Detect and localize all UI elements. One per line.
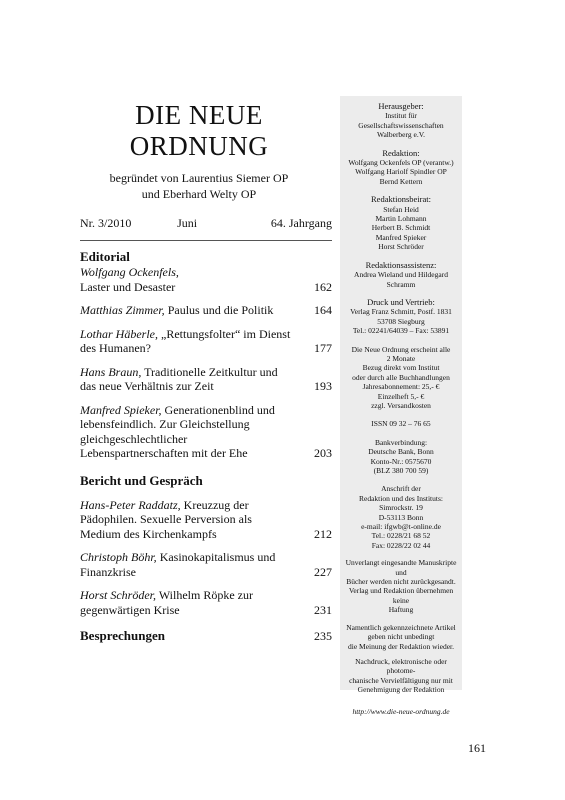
address <box>340 484 462 550</box>
founders-line-1: begründet von Laurentius Siemer OP <box>109 171 289 185</box>
assist: Andrea Wieland und Hildegard Schramm <box>354 270 448 289</box>
title-line-2: ORDNUNG <box>129 131 269 161</box>
disclaimer-line: Nachdruck, elektronische oder photome- <box>355 656 447 676</box>
editor-line: Wolfgang Ockenfels OP (verantw.) <box>348 158 454 168</box>
entry-page: 231 <box>314 602 332 617</box>
entry-author: Hans-Peter Raddatz, <box>80 497 181 512</box>
issue-volume: 64. Jahrgang <box>270 216 332 230</box>
entry-title: Kreuzzug der Pädophilen. Sexuelle Perversion als Medium des Kirchenkampfs <box>80 497 252 541</box>
bank <box>340 438 462 476</box>
entry-page: 164 <box>314 303 332 317</box>
print-line: 53708 Siegburg <box>377 316 425 326</box>
board-line: Herbert B. Schmidt <box>371 223 431 233</box>
section-heading-reviews: Besprechungen <box>80 628 165 643</box>
fax-line: Fax: 0228/22 02 44 <box>371 540 431 550</box>
toc-entry-reviews <box>80 629 332 644</box>
masthead-title <box>66 100 332 162</box>
address-line: Anschrift der <box>381 484 421 494</box>
bank-line: Deutsche Bank, Bonn <box>368 447 434 457</box>
disclaimer-line: Namentlich gekennzeichnete Artikel <box>346 622 456 632</box>
disclaimer-line: Haftung <box>388 605 414 615</box>
toc-entry <box>80 550 332 579</box>
entry-page: 162 <box>314 279 332 294</box>
publisher <box>340 111 462 139</box>
subscription <box>340 345 462 411</box>
entry-title: Generationenblind und lebensfeindlich. Zur Gleichstellung gleichgeschlechtlicher Lebenspartnerschaften mit der Ehe <box>80 402 275 460</box>
subscription-line: Jahresabonnement: 25,- € <box>362 382 440 392</box>
toc-entry <box>80 498 332 542</box>
publisher-line: Walberberg e.V. <box>376 130 426 140</box>
subscription-line: zzgl. Versandkosten <box>371 400 431 410</box>
subscription-line: oder durch alle Buchhandlungen <box>352 372 450 382</box>
toc-entry <box>80 303 332 318</box>
entry-page: 203 <box>314 446 332 460</box>
section-heading-editorial: Editorial <box>80 249 130 264</box>
print <box>340 307 462 335</box>
entry-author: Christoph Böhr, <box>80 550 157 564</box>
toc-entry <box>80 588 332 617</box>
address-line: Simrockstr. 19 <box>379 503 423 513</box>
title-line-1: DIE NEUE <box>135 100 263 130</box>
founders <box>66 170 332 202</box>
issn: ISSN 09 32 – 76 65 <box>371 419 431 429</box>
entry-title: „Rettungsfolter“ im Dienst des Humanen? <box>80 326 291 355</box>
entry-author: Horst Schröder, <box>80 588 157 602</box>
toc-entry <box>80 265 332 294</box>
publisher-line: Institut für <box>385 111 417 121</box>
contents-column <box>80 100 332 644</box>
publisher-line: Gesellschaftswissenschaften <box>358 120 444 130</box>
bank-line: (BLZ 380 700 59) <box>373 466 429 475</box>
disclaimer-line: die Meinung der Redaktion wieder. <box>347 641 454 651</box>
editors-heading: Redaktion: <box>382 147 420 158</box>
disclaimer-line: geben nicht unbedingt <box>367 632 435 642</box>
issue-month: Juni <box>177 216 198 230</box>
editor-line: Wolfgang Hariolf Spindler OP <box>355 167 447 177</box>
disclaimer-opinions <box>340 623 462 651</box>
assist-heading: Redaktionsassistenz: <box>365 259 437 270</box>
entry-page: 212 <box>314 526 332 541</box>
bank-line: Konto-Nr.: 0575670 <box>370 456 432 466</box>
publisher-heading: Herausgeber: <box>378 101 424 111</box>
entry-author: Matthias Zimmer, <box>80 303 165 317</box>
subscription-line: Bezug direkt vom Institut <box>362 363 440 373</box>
entry-page: 235 <box>314 629 332 643</box>
page-number: 161 <box>468 741 486 755</box>
board-heading: Redaktionsbeirat: <box>371 194 431 205</box>
founders-line-2: und Eberhard Welty OP <box>141 187 257 201</box>
issue-number: Nr. 3/2010 <box>80 216 132 230</box>
entry-page: 193 <box>314 379 332 393</box>
entry-author: Lothar Häberle, <box>80 326 158 341</box>
print-heading: Druck und Vertrieb: <box>367 296 435 307</box>
section-heading-report: Bericht und Gespräch <box>80 472 203 488</box>
toc-entry <box>80 327 332 356</box>
entry-title: Wilhelm Röpke zur gegenwärtigen Krise <box>80 588 253 617</box>
entry-author: Hans Braun, <box>80 364 142 379</box>
entry-title: Laster und Desaster <box>80 279 176 294</box>
board-line: Manfred Spieker <box>375 232 427 242</box>
entry-title: Paulus und die Politik <box>167 303 274 317</box>
print-line: Tel.: 02241/64039 – Fax: 53891 <box>352 326 450 336</box>
entry-title: Kasinokapitalismus und Finanzkrise <box>80 550 276 579</box>
subscription-line: 2 Monate <box>386 353 416 363</box>
editor-line: Bernd Kettern <box>379 176 423 186</box>
disclaimer-line: Genehmigung der Redaktion <box>357 685 445 695</box>
entry-author: Manfred Spieker, <box>80 402 162 417</box>
issue-info <box>80 216 332 241</box>
email-line: e-mail: ifgwb@t-online.de <box>361 522 441 532</box>
board-line: Horst Schröder <box>378 242 424 252</box>
entry-page: 227 <box>314 564 332 579</box>
editors <box>340 158 462 186</box>
board-line: Stefan Heid <box>383 204 419 214</box>
board-line: Martin Lohmann <box>375 214 427 224</box>
address-line: Redaktion und des Instituts: <box>359 493 443 503</box>
entry-page: 177 <box>314 341 332 355</box>
disclaimer-line: Verlag und Redaktion übernehmen keine <box>348 586 454 605</box>
subscription-line: Einzelheft 5,- € <box>377 391 425 401</box>
subscription-line: Die Neue Ordnung erscheint alle <box>351 344 451 354</box>
bank-line: Bankverbindung: <box>374 437 428 447</box>
address-line: D-53113 Bonn <box>378 512 424 522</box>
phone-line: Tel.: 0228/21 68 52 <box>371 531 431 541</box>
disclaimer-reprint <box>340 657 462 695</box>
toc-entry <box>80 403 332 461</box>
disclaimer-line: Bücher werden nicht zurückgesandt. <box>346 577 456 587</box>
website-link[interactable]: http://www.die-neue-ordnung.de <box>352 706 450 716</box>
entry-title: Traditionelle Zeitkultur und das neue Verhältnis zur Zeit <box>80 364 278 393</box>
print-line: Verlag Franz Schmitt, Postf. 1831 <box>350 307 452 317</box>
disclaimer-line: Unverlangt eingesandte Manuskripte und <box>345 558 457 577</box>
toc-entry <box>80 365 332 394</box>
disclaimer-manuscripts <box>340 558 462 614</box>
disclaimer-line: chanische Vervielfältigung nur mit <box>349 675 453 685</box>
entry-author: Wolfgang Ockenfels, <box>80 265 179 279</box>
board <box>340 205 462 252</box>
impressum-sidebar <box>340 96 462 716</box>
